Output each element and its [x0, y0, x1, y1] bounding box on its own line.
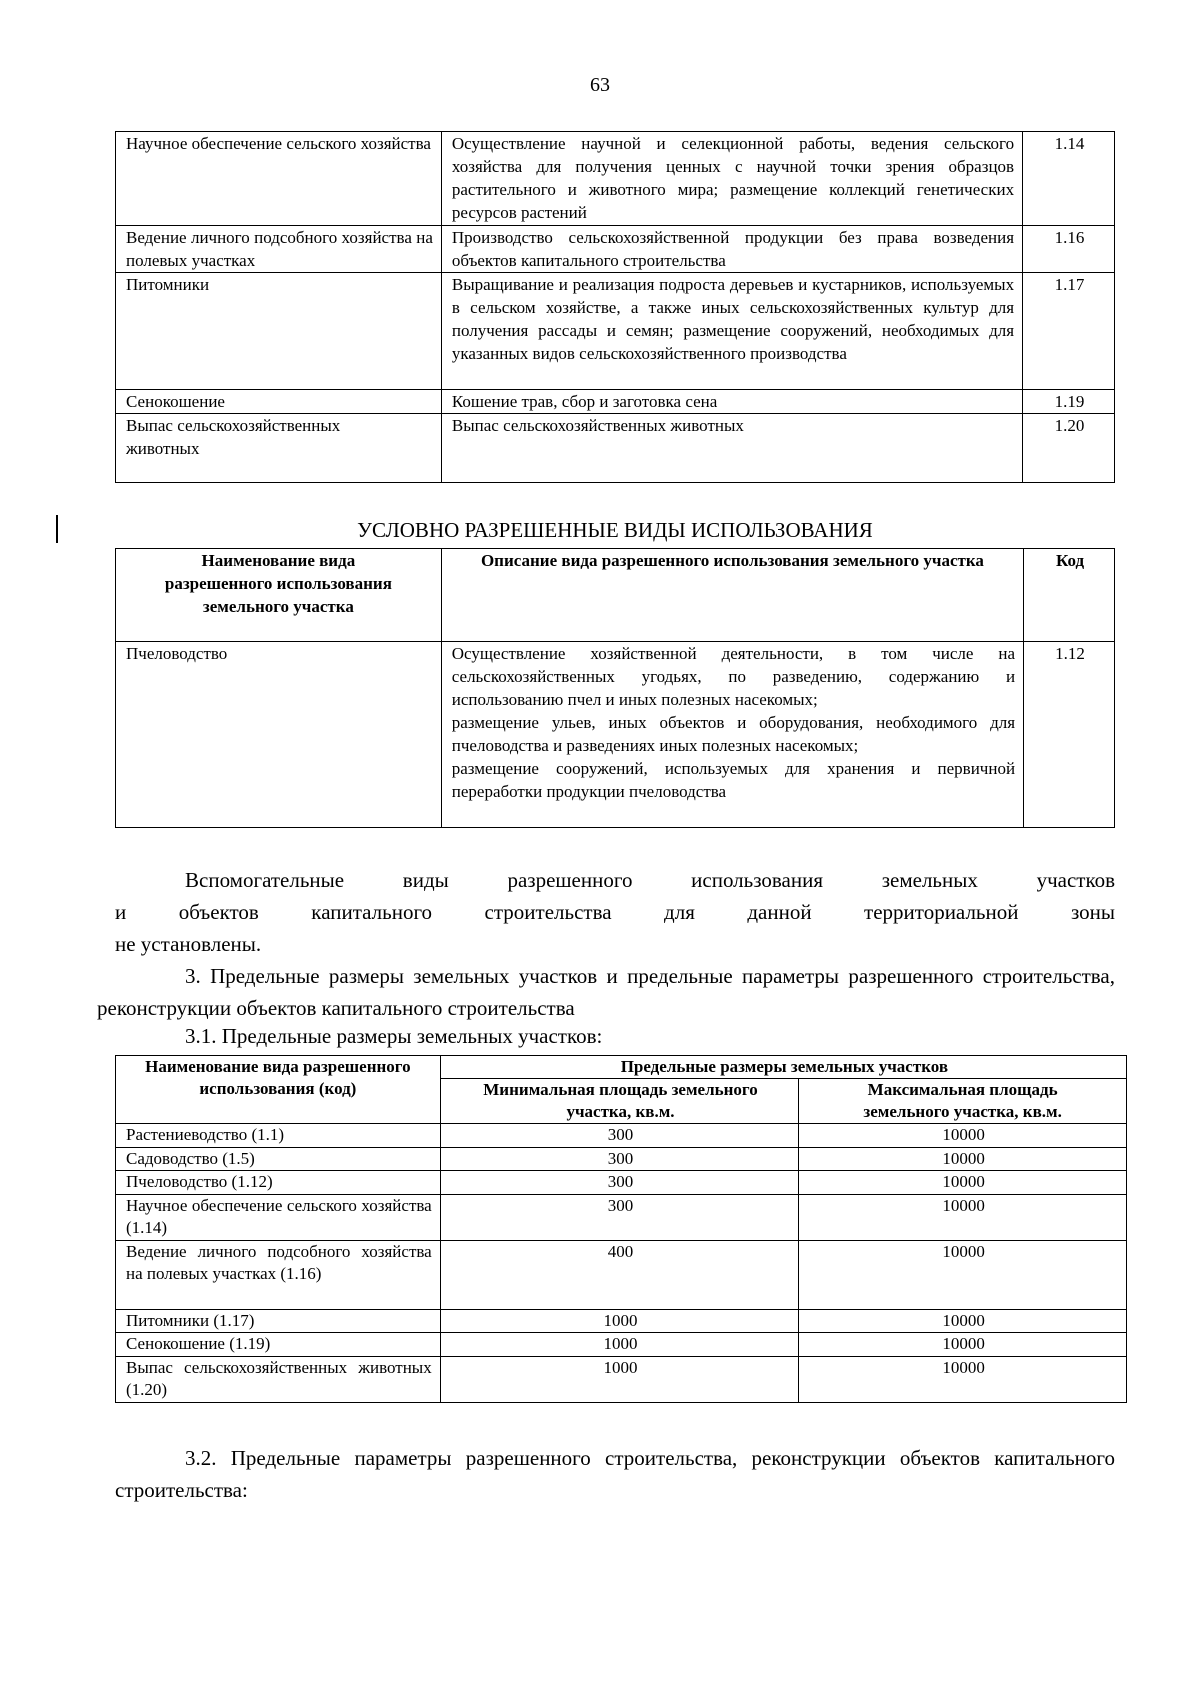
plot-size-limits-table — [115, 1055, 1127, 1403]
min-area-cell: 1000 — [440, 1309, 799, 1333]
table-row — [116, 1147, 1127, 1171]
use-code-cell: 1.17 — [1023, 273, 1115, 390]
section-3-1-paragraph: 3.1. Предельные размеры земельных участков: — [185, 1024, 603, 1048]
use-name-cell: Ведение личного подсобного хозяйства на полевых участках (1.16) — [116, 1240, 441, 1309]
description-line: Осуществление хозяйственной деятельности, в том числе на сельскохозяйственных угодьях, по разведению, содержанию и использованию пчел и иных полезных насекомых; — [451, 644, 1016, 709]
min-area-cell: 1000 — [440, 1356, 799, 1402]
min-area-cell: 300 — [440, 1124, 799, 1148]
max-area-cell: 10000 — [799, 1147, 1127, 1171]
description-line: размещение ульев, иных объектов и оборудования, необходимого для пчеловодства и разведениях иных полезных насекомых; — [451, 713, 1016, 755]
min-area-cell: 400 — [440, 1240, 799, 1309]
min-area-cell: 1000 — [440, 1333, 799, 1357]
table-header-row — [116, 549, 1115, 642]
header-max-area: Максимальная площадь земельного участка, кв.м. — [799, 1079, 1127, 1124]
use-name-cell: Пчеловодство — [116, 642, 442, 828]
table-row — [116, 1171, 1127, 1195]
min-area-cell: 300 — [440, 1171, 799, 1195]
use-code-cell: 1.12 — [1024, 642, 1115, 828]
use-name-cell: Сенокошение — [116, 390, 442, 414]
conditional-uses-table — [115, 548, 1115, 828]
use-code-cell: 1.20 — [1023, 414, 1115, 483]
description-line: размещение сооружений, используемых для хранения и первичной переработки продукции пчеловодства — [451, 759, 1016, 801]
min-area-cell: 300 — [440, 1147, 799, 1171]
header-name: Наименование вида разрешенного использования земельного участка — [116, 549, 442, 642]
max-area-cell: 10000 — [799, 1124, 1127, 1148]
max-area-cell: 10000 — [799, 1194, 1127, 1240]
section-3-paragraph: 3. Предельные размеры земельных участков и предельные параметры разрешенного строительства, реконструкции объектов капитального строительства — [97, 964, 1115, 1020]
use-code-cell: 1.14 — [1023, 132, 1115, 226]
section-heading: УСЛОВНО РАЗРЕШЕННЫЕ ВИДЫ ИСПОЛЬЗОВАНИЯ — [357, 518, 873, 542]
use-name-cell: Ведение личного подсобного хозяйства на полевых участках — [116, 226, 442, 273]
table-row — [116, 132, 1115, 226]
table-row — [116, 414, 1115, 483]
table-row — [116, 642, 1115, 828]
max-area-cell: 10000 — [799, 1309, 1127, 1333]
header-name: Наименование вида разрешенного использования (код) — [116, 1056, 441, 1124]
use-description-cell: Осуществление научной и селекционной работы, ведения сельского хозяйства для получения ценных с научной точки зрения образцов растительного и животного мира; размещение коллекций генетических ресурсов растений — [441, 132, 1022, 226]
permitted-uses-table — [115, 131, 1115, 483]
use-code-cell: 1.16 — [1023, 226, 1115, 273]
table-row — [116, 1309, 1127, 1333]
table-row — [116, 1194, 1127, 1240]
auxiliary-uses-line-1: Вспомогательные виды разрешенного использования земельных участков — [185, 868, 1115, 892]
use-description-cell: Кошение трав, сбор и заготовка сена — [441, 390, 1022, 414]
header-group: Предельные размеры земельных участков — [440, 1056, 1126, 1079]
table-row — [116, 273, 1115, 390]
max-area-cell: 10000 — [799, 1171, 1127, 1195]
auxiliary-uses-line-3: не установлены. — [115, 932, 262, 956]
use-name-cell: Сенокошение (1.19) — [116, 1333, 441, 1357]
use-name-cell: Научное обеспечение сельского хозяйства (1.14) — [116, 1194, 441, 1240]
use-description-cell: Производство сельскохозяйственной продукции без права возведения объектов капитального строительства — [441, 226, 1022, 273]
auxiliary-uses-line-2: и объектов капитального строительства для данной территориальной зоны — [115, 900, 1115, 924]
max-area-cell: 10000 — [799, 1356, 1127, 1402]
table-row — [116, 1240, 1127, 1309]
section-3-2-paragraph: 3.2. Предельные параметры разрешенного строительства, реконструкции объектов капитального строительства: — [115, 1446, 1115, 1502]
table-row — [116, 1333, 1127, 1357]
use-name-cell: Питомники — [116, 273, 442, 390]
max-area-cell: 10000 — [799, 1333, 1127, 1357]
table-row — [116, 1124, 1127, 1148]
use-description-cell: Выпас сельскохозяйственных животных — [441, 414, 1022, 483]
use-name-cell: Растениеводство (1.1) — [116, 1124, 441, 1148]
use-name-cell: Пчеловодство (1.12) — [116, 1171, 441, 1195]
page-number: 63 — [590, 74, 610, 96]
use-name-cell: Выпас сельскохозяйственных животных — [116, 414, 442, 483]
use-name-cell: Питомники (1.17) — [116, 1309, 441, 1333]
use-description-cell — [441, 642, 1023, 828]
table-header-row — [116, 1056, 1127, 1079]
use-name-cell: Садоводство (1.5) — [116, 1147, 441, 1171]
table-row — [116, 390, 1115, 414]
use-name-cell: Научное обеспечение сельского хозяйства — [116, 132, 442, 226]
table-row — [116, 1356, 1127, 1402]
use-description-cell: Выращивание и реализация подроста деревьев и кустарников, используемых в сельском хозяйстве, а также иных сельскохозяйственных культур для получения рассады и семян; размещение сооружений, необходимых для указанных видов сельскохозяйственного производства — [441, 273, 1022, 390]
min-area-cell: 300 — [440, 1194, 799, 1240]
use-code-cell: 1.19 — [1023, 390, 1115, 414]
header-code: Код — [1024, 549, 1115, 642]
max-area-cell: 10000 — [799, 1240, 1127, 1309]
header-description: Описание вида разрешенного использования земельного участка — [441, 549, 1023, 642]
use-name-cell: Выпас сельскохозяйственных животных (1.20) — [116, 1356, 441, 1402]
header-min-area: Минимальная площадь земельного участка, кв.м. — [440, 1079, 799, 1124]
table-row — [116, 226, 1115, 273]
